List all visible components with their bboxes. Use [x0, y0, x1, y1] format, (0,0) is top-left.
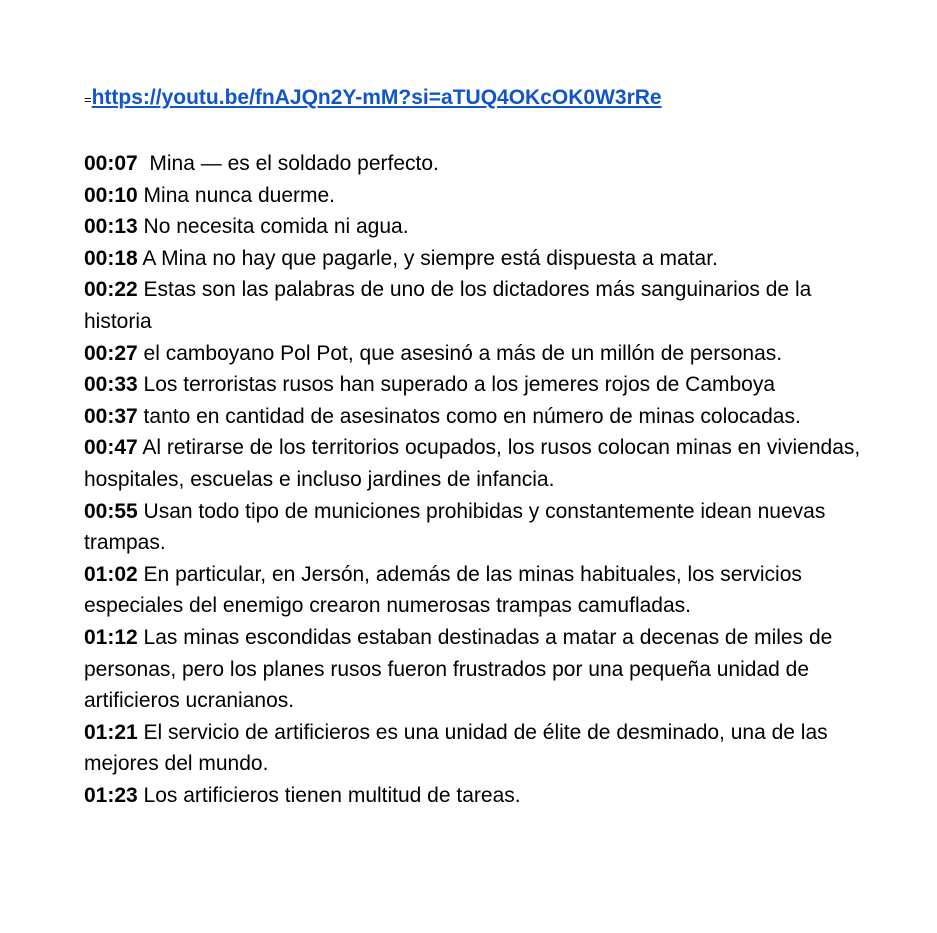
transcript-entry — [84, 717, 864, 780]
timestamp: 00:33 — [84, 373, 138, 397]
transcript-entry — [84, 622, 864, 717]
timestamp: 00:37 — [84, 404, 138, 428]
video-link[interactable]: https://youtu.be/fnAJQn2Y-mM?si=aTUQ4OKcOK0W3rRe — [91, 86, 662, 109]
timestamp: 00:18 — [84, 246, 138, 270]
transcript-entry — [84, 180, 864, 212]
transcript-text: el camboyano Pol Pot, que asesinó a más de un millón de personas. — [137, 341, 783, 365]
transcript-entry — [84, 559, 864, 622]
document-body — [84, 84, 867, 811]
transcript-text: Estas son las palabras de uno de los dictadores más sanguinarios de la historia — [84, 278, 818, 333]
transcript-entry — [84, 401, 864, 433]
transcript-text: Al retirarse de los territorios ocupados, los rusos colocan minas en viviendas, hospitales, escuelas e incluso jardines de infancia. — [84, 436, 867, 491]
transcript-text: Usan todo tipo de municiones prohibidas y constantemente idean nuevas trampas. — [84, 499, 832, 555]
transcript-text: En particular, en Jersón, además de las minas habituales, los servicios especiales del enemigo crearon numerosas trampas camufladas. — [84, 562, 808, 618]
transcript-text: No necesita comida ni agua. — [137, 215, 409, 239]
timestamp: 00:13 — [84, 215, 138, 239]
transcript-entry — [84, 496, 864, 559]
timestamp: 01:21 — [84, 720, 138, 744]
timestamp: 00:47 — [84, 436, 138, 460]
transcript-text: A Mina no hay que pagarle, y siempre está dispuesta a matar. — [137, 246, 718, 270]
transcript-entry — [84, 432, 867, 495]
transcript-entry — [84, 148, 864, 180]
transcript-entry — [84, 274, 864, 337]
transcript-entry — [84, 338, 864, 370]
transcript-text: tanto en cantidad de asesinatos como en número de minas colocadas. — [137, 404, 801, 428]
timestamp: 00:22 — [84, 278, 138, 302]
timestamp: 00:07 — [84, 152, 138, 175]
timestamp: 01:02 — [84, 562, 138, 586]
timestamp: 01:12 — [84, 625, 138, 649]
transcript-text: Los terroristas rusos han superado a los jemeres rojos de Camboya — [137, 373, 776, 397]
transcript-entry — [84, 211, 864, 243]
transcript-text: Mina nunca duerme. — [137, 183, 335, 207]
transcript-entry — [84, 780, 864, 812]
spacer — [84, 114, 864, 148]
transcript-text: El servicio de artificieros es una unidad de élite de desminado, una de las mejores del mundo. — [84, 720, 834, 776]
timestamp: 00:55 — [84, 499, 138, 523]
transcript-text: Las minas escondidas estaban destinadas a matar a decenas de miles de personas, pero los planes rusos fueron frustrados por una pequeña unidad de artificieros ucranianos. — [84, 625, 839, 713]
transcript-text: Los artificieros tienen multitud de tareas. — [137, 783, 521, 807]
transcript-entry — [84, 369, 864, 401]
transcript-text: Mina — es el soldado perfecto. — [137, 152, 439, 175]
timestamp: 01:23 — [84, 783, 138, 807]
transcript-entry — [84, 243, 864, 275]
timestamp: 00:10 — [84, 183, 138, 207]
video-link-line — [84, 84, 864, 114]
link-prefix: = — [84, 92, 92, 107]
transcript-list — [84, 148, 867, 811]
timestamp: 00:27 — [84, 341, 138, 365]
